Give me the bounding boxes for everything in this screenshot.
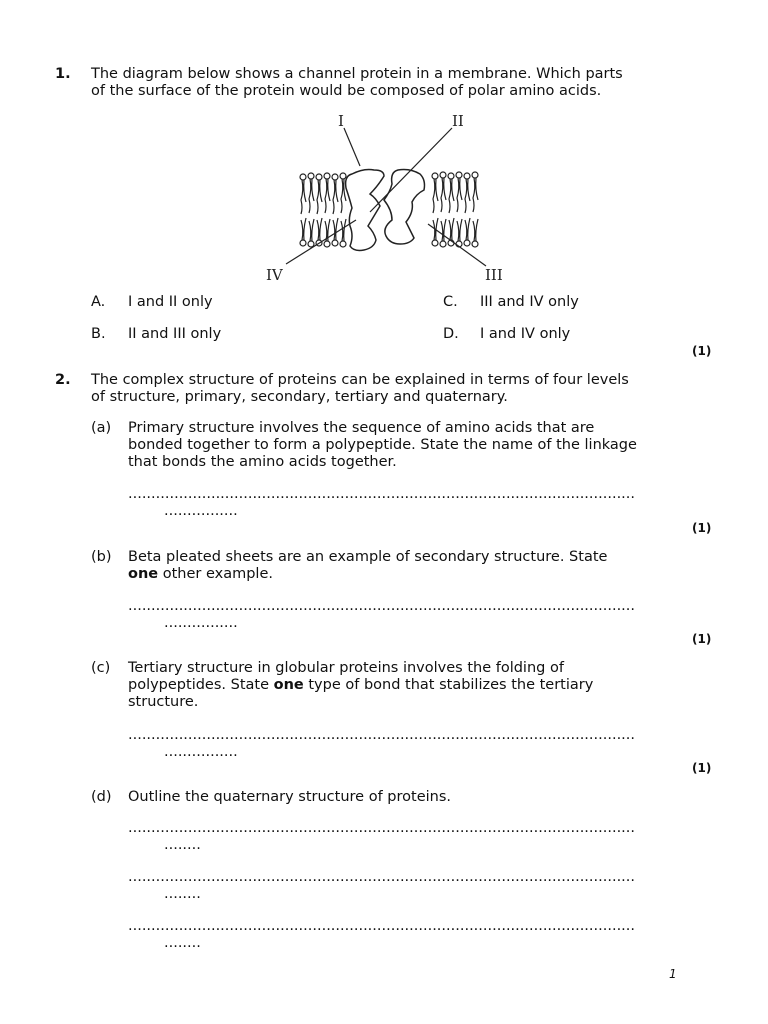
diagram-label-IV: IV [266, 266, 283, 284]
part-c-emphasis: one [273, 677, 304, 693]
phospholipid-tails-bottom-right [433, 218, 478, 241]
option-a-letter: A. [91, 294, 106, 310]
part-b-emphasis: one [128, 566, 159, 582]
part-d-answer-line-2[interactable]: .............................................................................................................. [128, 869, 636, 885]
part-c-line3: structure. [128, 694, 199, 710]
part-a-mark: (1) [692, 521, 712, 535]
part-b-line2-rest: other example. [158, 566, 273, 582]
option-c-letter: C. [443, 294, 458, 310]
part-a-line1: Primary structure involves the sequence of amino acids that are [128, 420, 595, 436]
part-b-answer-line[interactable]: .............................................................................................................. [128, 598, 636, 614]
part-a-answer-line-end[interactable]: ................ [164, 503, 238, 519]
diagram-label-II: II [452, 112, 464, 130]
option-a-text: I and II only [128, 294, 213, 310]
option-b-letter: B. [91, 326, 106, 342]
question-2-stem-line1: The complex structure of proteins can be explained in terms of four levels [91, 372, 629, 388]
part-a-letter: (a) [91, 420, 112, 436]
leader-line-I [344, 128, 360, 166]
phospholipid-tails-bottom-left [301, 218, 346, 241]
protein-subunit-left [346, 170, 384, 251]
part-b-mark: (1) [692, 632, 712, 646]
part-d-answer-line-1-end[interactable]: ........ [164, 837, 201, 853]
part-d-answer-line-3[interactable]: .............................................................................................................. [128, 918, 636, 934]
option-d-text: I and IV only [480, 326, 571, 342]
question-2-stem-line2: of structure, primary, secondary, tertiary and quaternary. [91, 389, 508, 405]
channel-protein-diagram [260, 108, 510, 288]
part-d-answer-line-2-end[interactable]: ........ [164, 886, 201, 902]
part-a-line3: that bonds the amino acids together. [128, 454, 397, 470]
phospholipid-heads-top-right [432, 172, 478, 179]
question-1-number: 1. [55, 66, 71, 82]
part-b-letter: (b) [91, 549, 112, 565]
part-a-answer-line[interactable]: .............................................................................................................. [128, 486, 636, 502]
part-c-line2-post: type of bond that stabilizes the tertiary [303, 677, 594, 693]
part-a-line2: bonded together to form a polypeptide. State the name of the linkage [128, 437, 637, 453]
leader-line-II [370, 128, 452, 212]
question-1-stem-line2: of the surface of the protein would be composed of polar amino acids. [91, 83, 602, 99]
page-number: 1 [669, 967, 677, 981]
part-d-line1: Outline the quaternary structure of proteins. [128, 789, 451, 805]
part-d-letter: (d) [91, 789, 112, 805]
diagram-label-III: III [485, 266, 503, 284]
part-c-answer-line-end[interactable]: ................ [164, 744, 238, 760]
question-2-number: 2. [55, 372, 71, 388]
part-c-line2 [128, 677, 593, 694]
option-c-text: III and IV only [480, 294, 579, 310]
phospholipid-heads-top-left [300, 173, 346, 180]
part-c-mark: (1) [692, 761, 712, 775]
part-c-letter: (c) [91, 660, 111, 676]
option-d-letter: D. [443, 326, 459, 342]
phospholipid-tails-top-left [301, 179, 346, 214]
option-b-text: II and III only [128, 326, 222, 342]
part-b-line2 [128, 566, 273, 583]
phospholipid-tails-top-right [433, 178, 478, 213]
part-d-answer-line-1[interactable]: .............................................................................................................. [128, 820, 636, 836]
question-1-mark: (1) [692, 344, 712, 358]
part-c-answer-line[interactable]: .............................................................................................................. [128, 727, 636, 743]
part-c-line2-pre: polypeptides. State [128, 677, 274, 693]
part-b-line1: Beta pleated sheets are an example of secondary structure. State [128, 549, 608, 565]
protein-subunit-right [384, 170, 425, 245]
part-b-answer-line-end[interactable]: ................ [164, 615, 238, 631]
question-1-stem-line1: The diagram below shows a channel protein in a membrane. Which parts [91, 66, 623, 82]
part-d-answer-line-3-end[interactable]: ........ [164, 935, 201, 951]
part-c-line1: Tertiary structure in globular proteins involves the folding of [128, 660, 564, 676]
diagram-label-I: I [338, 112, 344, 130]
